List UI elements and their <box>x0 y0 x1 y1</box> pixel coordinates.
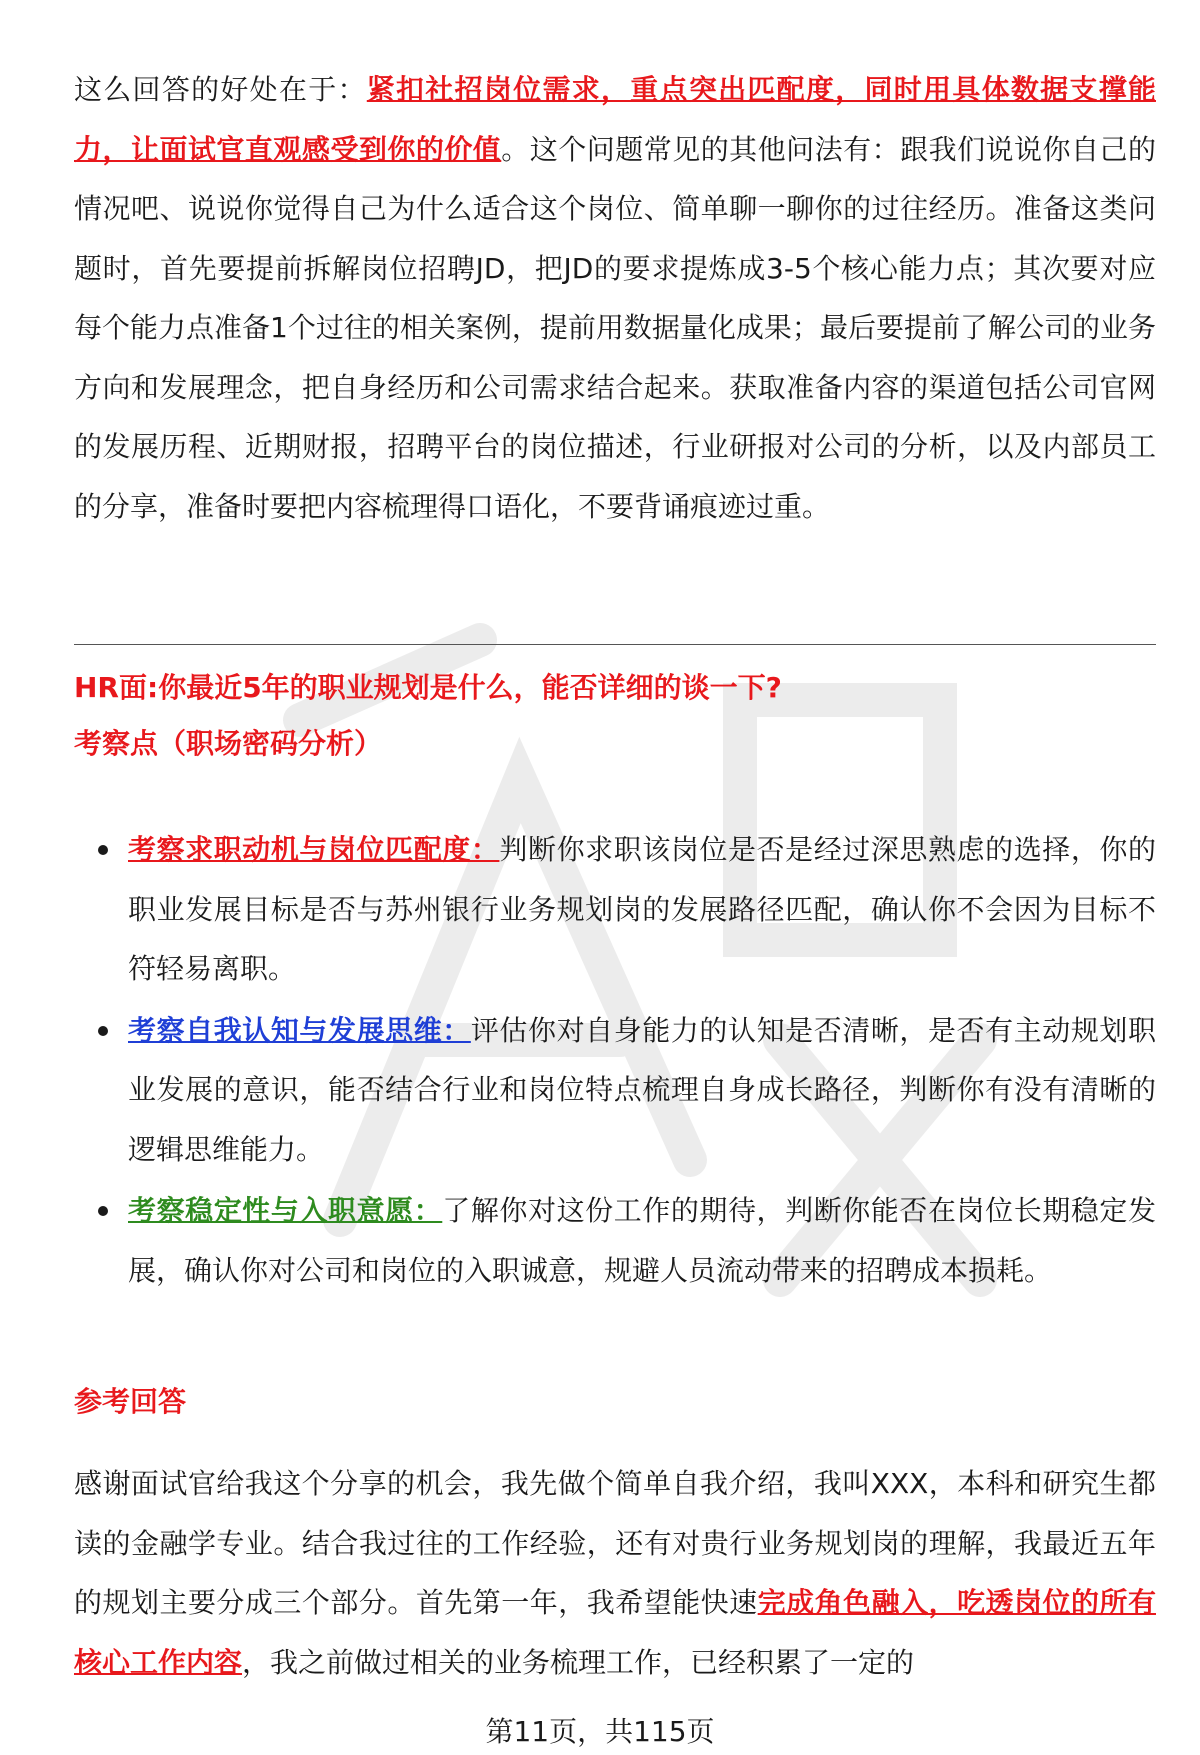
intro-rest: 。这个问题常见的其他问法有：跟我们说说你自己的情况吧、说说你觉得自己为什么适合这个岗位、简单聊一聊你的过往经历。准备这类问题时，首先要提前拆解岗位招聘JD，把JD的要求提炼成3-5个核心能力点；其次要对应每个能力点准备1个过往的相关案例，提前用数据量化成果；最后要提前了解公司的业务方向和发展理念，把自身经历和公司需求结合起来。获取准备内容的渠道包括公司官网的发展历程、近期财报，招聘平台的岗位描述，行业研报对公司的分析，以及内部员工的分享，准备时要把内容梳理得口语化，不要背诵痕迹过重。 <box>74 132 1156 523</box>
intro-highlight: 紧扣社招岗位需求，重点突出匹配度，同时用具体数据支撑能力，让面试官直观感受到你的价值 <box>74 73 1156 166</box>
answer-rest: ，我之前做过相关的业务梳理工作，已经积累了一定的 <box>242 1645 915 1679</box>
analysis-item-text: 了解你对这份工作的期待，判断你能否在岗位长期稳定发展，确认你对公司和岗位的入职诚意，规避人员流动带来的招聘成本损耗。 <box>128 1194 1156 1287</box>
analysis-item-motivation <box>74 820 1156 999</box>
analysis-item-label: 考察求职动机与岗位匹配度： <box>128 833 500 866</box>
bullet-icon <box>98 845 108 855</box>
analysis-item-label: 考察稳定性与入职意愿： <box>128 1194 443 1227</box>
analysis-item-stability <box>74 1181 1156 1300</box>
answer-paragraph <box>74 1454 1156 1692</box>
answer-section <box>74 1454 1156 1692</box>
answer-lead: 感谢面试官给我这个分享的机会，我先做个简单自我介绍，我叫XXX，本科和研究生都读的金融学专业。结合我过往的工作经验，还有对贵行业务规划岗的理解，我最近五年的规划主要分成三个部分。首先第一年，我希望能快速 <box>74 1467 1156 1619</box>
intro-lead: 这么回答的好处在于： <box>74 73 367 106</box>
question-title: HR面:你最近5年的职业规划是什么，能否详细的谈一下? <box>74 671 782 704</box>
analysis-item-text: 判断你求职该岗位是否是经过深思熟虑的选择，你的职业发展目标是否与苏州银行业务规划岗的发展路径匹配，确认你不会因为目标不符轻易离职。 <box>128 833 1156 985</box>
analysis-item-text: 评估你对自身能力的认知是否清晰，是否有主动规划职业发展的意识，能否结合行业和岗位特点梳理自身成长路径，判断你有没有清晰的逻辑思维能力。 <box>128 1013 1156 1166</box>
analysis-item-self-awareness <box>74 1001 1156 1180</box>
intro-section <box>74 60 1156 536</box>
answer-heading: 参考回答 <box>74 1385 187 1418</box>
analysis-list <box>74 820 1156 1302</box>
bullet-icon <box>98 1206 108 1216</box>
intro-paragraph <box>74 60 1156 536</box>
bullet-icon <box>98 1026 108 1036</box>
analysis-heading: 考察点（职场密码分析） <box>74 727 383 760</box>
answer-highlight: 完成角色融入，吃透岗位的所有核心工作内容 <box>74 1586 1156 1679</box>
section-divider <box>74 644 1156 645</box>
analysis-item-label: 考察自我认知与发展思维： <box>128 1013 471 1047</box>
page-number: 第11页，共115页 <box>485 1715 715 1748</box>
